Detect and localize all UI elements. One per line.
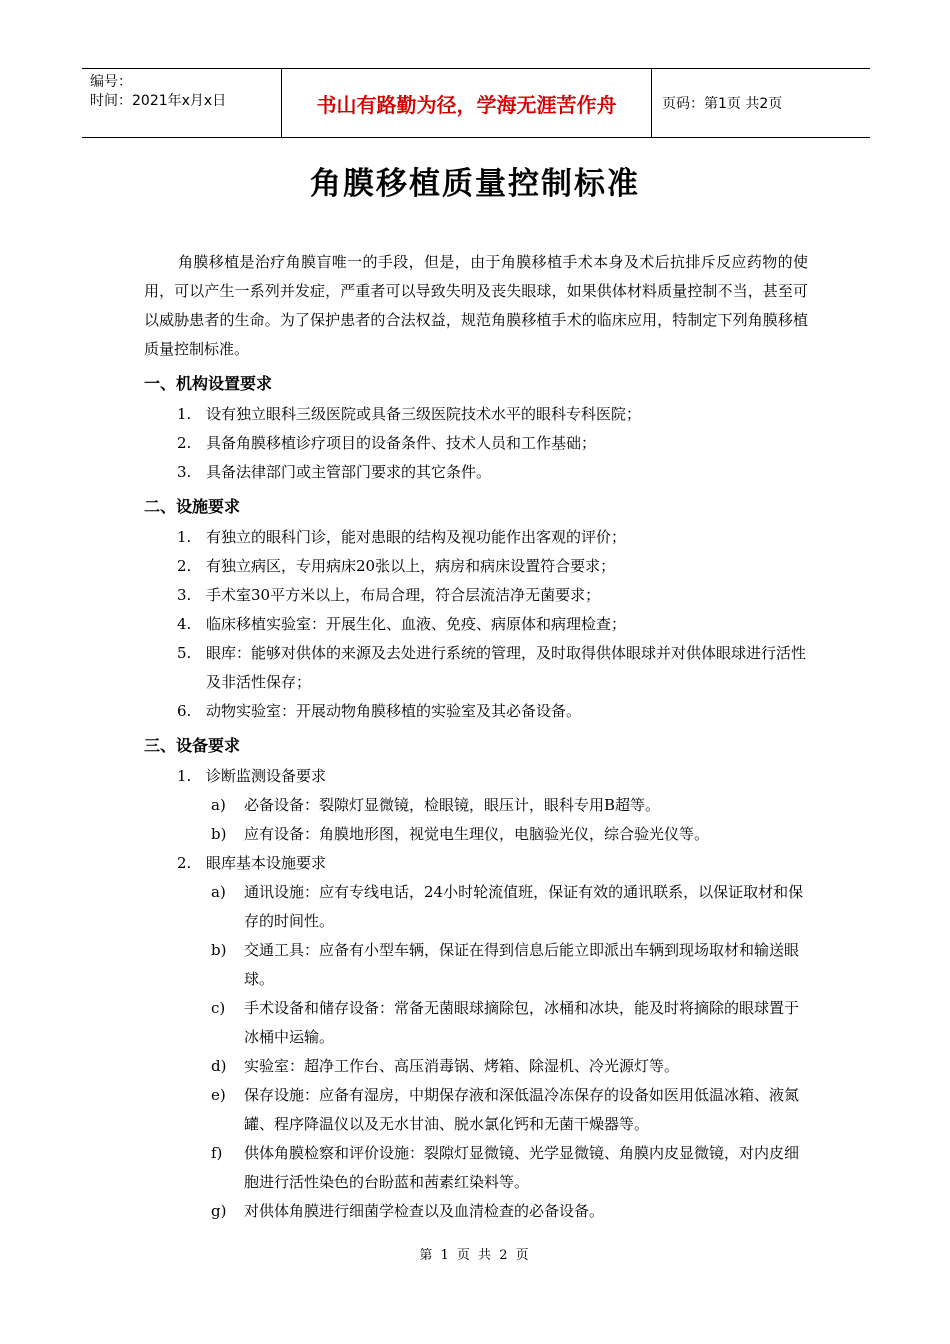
list-item-number: 6.	[177, 702, 192, 720]
sub-list-item	[144, 936, 808, 994]
sub-list-item-letter: b)	[211, 941, 227, 959]
list-item-number: 3.	[177, 586, 192, 604]
list-item-number: 2.	[177, 434, 192, 452]
sub-list-item-text: 手术设备和储存设备：常备无菌眼球摘除包，冰桶和冰块，能及时将摘除的眼球置于冰桶中运输。	[244, 999, 800, 1046]
sub-list-item	[144, 878, 808, 936]
list-item-text: 眼库：能够对供体的来源及去处进行系统的管理，及时取得供体眼球并对供体眼球进行活性及非活性保存；	[206, 644, 807, 691]
sub-list-item-letter: b)	[211, 825, 227, 843]
sub-list-item-letter: d)	[211, 1057, 227, 1075]
sub-list-item-letter: g)	[211, 1202, 227, 1220]
sub-list-item	[144, 994, 808, 1052]
sub-list-item-text: 对供体角膜进行细菌学检查以及血清检查的必备设备。	[244, 1202, 605, 1220]
sub-list-item-text: 交通工具：应备有小型车辆，保证在得到信息后能立即派出车辆到现场取材和输送眼球。	[244, 941, 800, 988]
list-item-number: 4.	[177, 615, 192, 633]
list-item-number: 1.	[177, 767, 192, 785]
list-item-number: 1.	[177, 405, 192, 423]
sub-list-item-letter: a)	[211, 796, 226, 814]
header-meta	[82, 69, 282, 137]
document-body	[144, 248, 808, 1226]
section-heading: 三、设备要求	[144, 736, 241, 755]
list-item-number: 2.	[177, 854, 192, 872]
header-page-info: 页码：第1页 共2页	[662, 96, 783, 112]
sub-list-item-text: 通讯设施：应有专线电话，24小时轮流值班，保证有效的通讯联系，以保证取材和保存的时间性。	[244, 883, 804, 930]
list-item-text: 有独立的眼科门诊，能对患眼的结构及视功能作出客观的评价；	[206, 528, 627, 546]
sub-list-item-letter: a)	[211, 883, 226, 901]
sub-list-item-text: 保存设施：应备有湿房，中期保存液和深低温冷冻保存的设备如医用低温冰箱、液氮罐、程序降温仪以及无水甘油、脱水氯化钙和无菌干燥器等。	[244, 1086, 800, 1133]
sub-list-item-letter: c)	[211, 999, 226, 1017]
sub-list-item	[144, 1197, 808, 1226]
list-item-text: 具备角膜移植诊疗项目的设备条件、技术人员和工作基础；	[206, 434, 597, 452]
list-item-text: 眼库基本设施要求	[206, 854, 327, 872]
list-item	[144, 429, 808, 458]
list-item	[144, 400, 808, 429]
sub-list-item-text: 实验室：超净工作台、高压消毒锅、烤箱、除湿机、冷光源灯等。	[244, 1057, 680, 1075]
list-item-text: 临床移植实验室：开展生化、血液、免疫、病原体和病理检查；	[206, 615, 627, 633]
list-item	[144, 581, 808, 610]
list-item	[144, 762, 808, 791]
sub-list-item	[144, 1081, 808, 1139]
sub-list-item-letter: f)	[211, 1144, 223, 1162]
sub-list-item-text: 必备设备：裂隙灯显微镜，检眼镜，眼压计，眼科专用B超等。	[244, 796, 661, 814]
section-heading: 一、机构设置要求	[144, 374, 273, 393]
sub-list-item	[144, 791, 808, 820]
header-motto: 书山有路勤为径，学海无涯苦作舟	[282, 69, 652, 137]
list-item	[144, 458, 808, 487]
list-item-text: 设有独立眼科三级医院或具备三级医院技术水平的眼科专科医院；	[206, 405, 642, 423]
list-item	[144, 639, 808, 697]
list-item	[144, 849, 808, 878]
list-item-text: 具备法律部门或主管部门要求的其它条件。	[206, 463, 492, 481]
document-date: 时间：2021年x月x日	[90, 93, 227, 109]
list-item	[144, 523, 808, 552]
page-header	[82, 68, 870, 138]
list-item-number: 1.	[177, 528, 192, 546]
document-number-label: 编号：	[90, 74, 132, 90]
list-item-text: 手术室30平方米以上，布局合理，符合层流洁净无菌要求；	[206, 586, 601, 604]
list-item	[144, 552, 808, 581]
sub-list-item	[144, 820, 808, 849]
list-item-number: 2.	[177, 557, 192, 575]
list-item-text: 有独立病区，专用病床20张以上，病房和病床设置符合要求；	[206, 557, 616, 575]
list-item	[144, 610, 808, 639]
section-heading: 二、设施要求	[144, 497, 241, 516]
document-title: 角膜移植质量控制标准	[310, 166, 640, 202]
list-item-number: 3.	[177, 463, 192, 481]
sub-list-item	[144, 1052, 808, 1081]
page-footer: 第 1 页 共 2 页	[419, 1248, 531, 1263]
list-item-text: 诊断监测设备要求	[206, 767, 327, 785]
list-item	[144, 697, 808, 726]
list-item-text: 动物实验室：开展动物角膜移植的实验室及其必备设备。	[206, 702, 582, 720]
sub-list-item-letter: e)	[211, 1086, 226, 1104]
sub-list-item	[144, 1139, 808, 1197]
sub-list-item-text: 供体角膜检察和评价设施：裂隙灯显微镜、光学显微镜、角膜内皮显微镜，对内皮细胞进行活性染色的台盼蓝和茜素红染料等。	[244, 1144, 800, 1191]
sub-list-item-text: 应有设备：角膜地形图，视觉电生理仪，电脑验光仪，综合验光仪等。	[244, 825, 710, 843]
list-item-number: 5.	[177, 644, 192, 662]
intro-paragraph: 角膜移植是治疗角膜盲唯一的手段，但是，由于角膜移植手术本身及术后抗排斥反应药物的使用，可以产生一系列并发症，严重者可以导致失明及丧失眼球，如果供体材料质量控制不当，甚至可以威胁患者的生命。为了保护患者的合法权益，规范角膜移植手术的临床应用，特制定下列角膜移植质量控制标准。	[144, 253, 808, 358]
